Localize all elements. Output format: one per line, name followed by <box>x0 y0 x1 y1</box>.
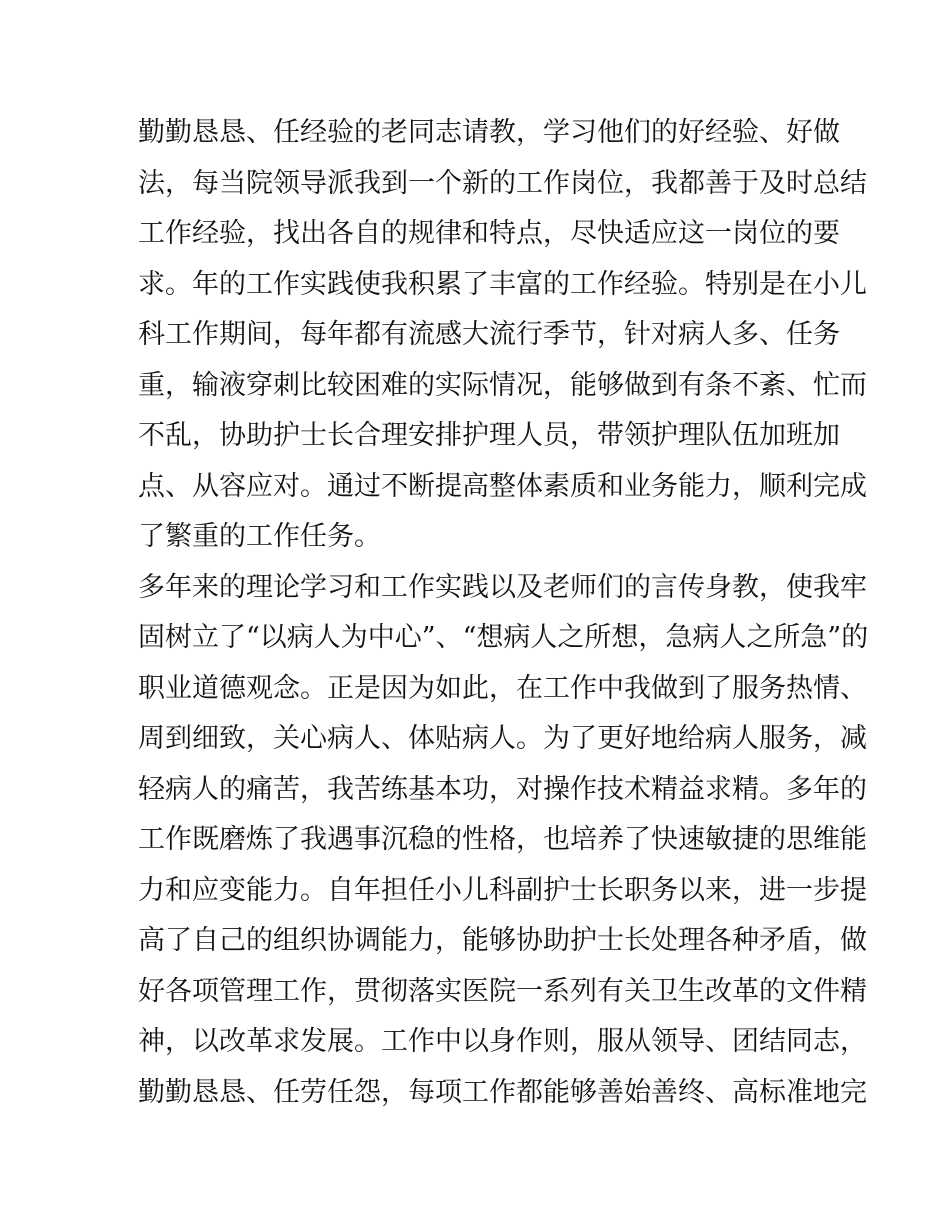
text-line: 法，每当院领导派我到一个新的工作岗位，我都善于及时总结 <box>138 167 867 199</box>
text-line: 工作既磨炼了我遇事沉稳的性格，也培养了快速敏捷的思维能 <box>138 824 867 855</box>
text-line: 不乱，协助护士长合理安排护理人员，带领护理队伍加班加 <box>138 420 840 451</box>
text-line: 多年来的理论学习和工作实践以及老师们的言传身教，使我牢 <box>138 571 867 603</box>
text-line: 求。年的工作实践使我积累了丰富的工作经验。特别是在小儿 <box>138 268 867 300</box>
text-line: 重，输液穿刺比较困难的实际情况，能够做到有条不紊、忙而 <box>138 369 867 401</box>
text-line: 勤勤恳恳、任经验的老同志请教，学习他们的好经验、好做 <box>138 117 840 148</box>
text-line: 周到细致，关心病人、体贴病人。为了更好地给病人服务，减 <box>138 723 867 754</box>
text-line: 科工作期间，每年都有流感大流行季节，针对病人多、任务 <box>138 319 840 350</box>
text-line: 高了自己的组织协调能力，能够协助护士长处理各种矛盾，做 <box>138 925 867 956</box>
text-line: 好各项管理工作，贯彻落实医院一系列有关卫生改革的文件精 <box>138 975 867 1007</box>
text-line: 点、从容应对。通过不断提高整体素质和业务能力，顺利完成 <box>138 470 867 502</box>
text-line: 神，以改革求发展。工作中以身作则，服从领导、团结同志， <box>138 1026 867 1057</box>
text-line: 工作经验，找出各自的规律和特点，尽快适应这一岗位的要 <box>138 218 840 249</box>
text-line: 轻病人的痛苦，我苦练基本功，对操作技术精益求精。多年的 <box>138 773 867 805</box>
text-line: 固树立了“以病人为中心”、“想病人之所想，急病人之所急”的 <box>138 622 869 653</box>
text-line: 力和应变能力。自年担任小儿科副护士长职务以来，进一步提 <box>138 874 867 906</box>
body-text <box>138 108 869 1118</box>
text-line: 职业道德观念。正是因为如此，在工作中我做到了服务热情、 <box>138 672 867 704</box>
text-line: 了繁重的工作任务。 <box>138 521 381 552</box>
text-line: 勤勤恳恳、任劳任怨，每项工作都能够善始善终、高标准地完 <box>138 1076 867 1108</box>
